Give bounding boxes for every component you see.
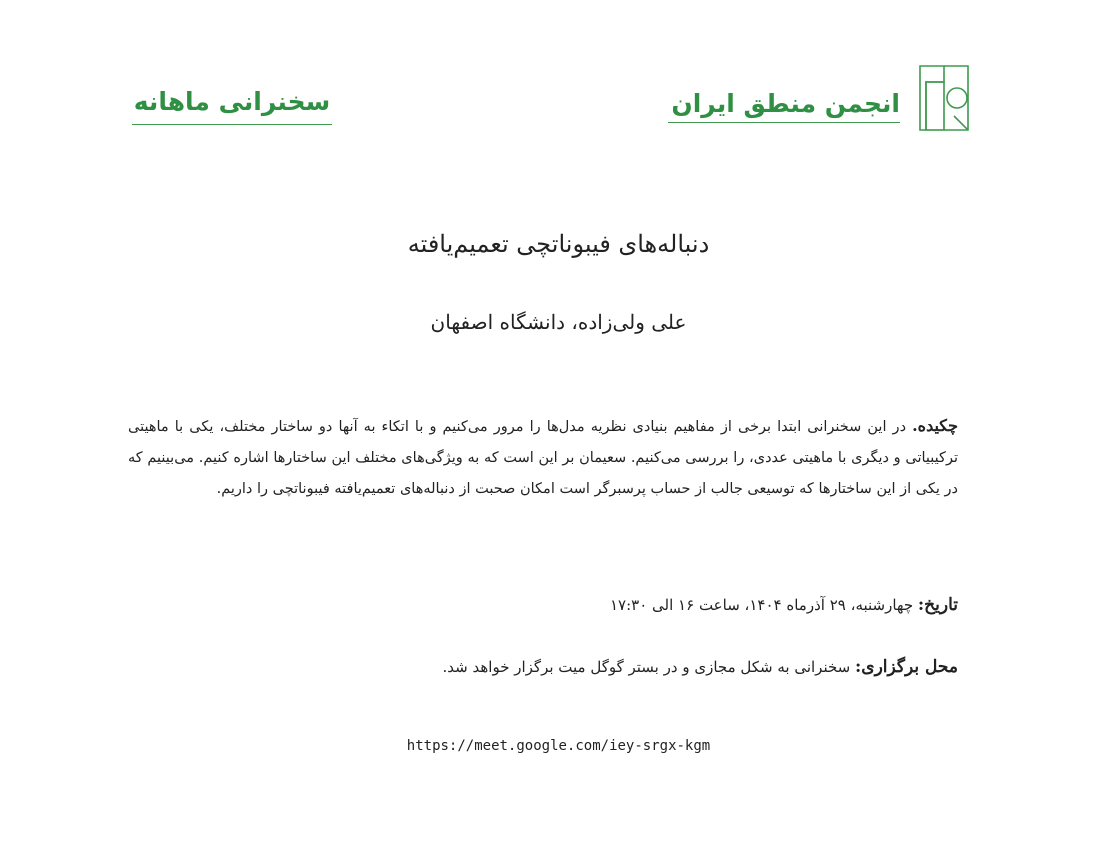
- venue-value: سخنرانی به شکل مجازی و در بستر گوگل میت برگزار خواهد شد.: [442, 658, 851, 676]
- talk-title: دنباله‌های فیبوناتچی تعمیم‌یافته: [407, 230, 710, 258]
- date-label: تاریخ:: [917, 595, 958, 615]
- venue-line: [128, 650, 958, 684]
- society-logo: [668, 64, 974, 132]
- date-line: [128, 588, 958, 622]
- society-logo-icon: [914, 64, 974, 132]
- venue-label: محل برگزاری:: [855, 657, 958, 677]
- meeting-link[interactable]: https://meet.google.com/iey-srgx-kgm: [406, 738, 711, 754]
- series-title: سخنرانی ماهانه: [132, 80, 332, 125]
- society-name: انجمن منطق ایران: [668, 86, 900, 123]
- date-value: چهارشنبه، ۲۹ آذرماه ۱۴۰۴، ساعت ۱۶ الی ۱۷:۳۰: [609, 596, 914, 614]
- speaker-affiliation: علی ولی‌زاده، دانشگاه اصفهان: [430, 310, 687, 334]
- abstract-label: چکیده.: [912, 416, 959, 435]
- abstract-paragraph: [128, 410, 958, 505]
- abstract-text: در این سخنرانی ابتدا برخی از مفاهیم بنیادی نظریه مدل‌ها را مرور می‌کنیم و با اتکاء به آنها دو ساختار مختلف، یکی با ماهیتی ترکیبیاتی و دیگری با ماهیتی عددی، را بررسی می‌کنیم. سعیمان بر این است که به ویژگی‌های مختلف این ساختارها اشاره کنیم. می‌بینیم که در یکی از این ساختارها که توسیعی جالب از حساب پرسبرگر است امکان صحبت از دنباله‌های تعمیم‌یافته فیبوناتچی را داریم.: [128, 419, 958, 497]
